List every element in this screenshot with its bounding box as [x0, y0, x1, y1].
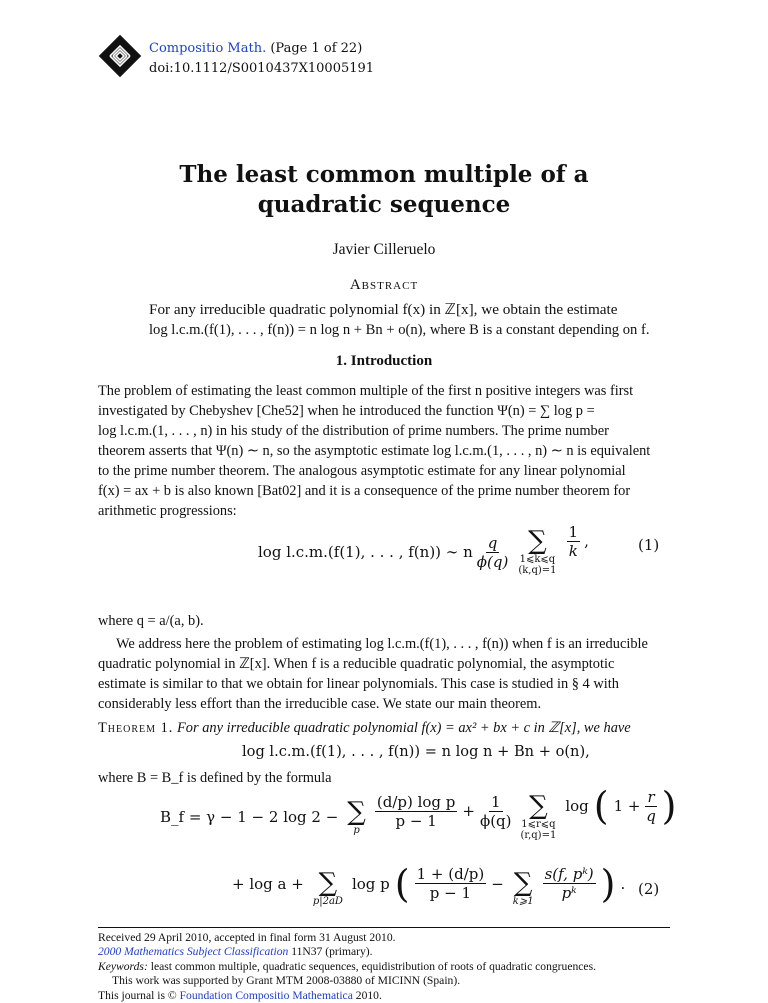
eq2-frac-4: $\frac{1 + (d/p)}{p - 1}$	[416, 865, 485, 902]
support-line: This work was supported by Grant MTM 2008-03880 of MICINN (Spain).	[112, 974, 461, 988]
eq2-frac-5: $\frac{\text{s(f, pᵏ)}}{\text{pᵏ}}$	[544, 865, 594, 902]
p1-line: to the prime number theorem. The analogous asymptotic estimate for any linear polynomial	[98, 463, 626, 479]
equation-1: log l.c.m.(f(1), . . . , f(n)) ∼ n $\frac{q}{\phi(q)}$ ∑ 1⩽k⩽q (k,q)=1 $\frac{1}{k}$ ,	[258, 522, 589, 576]
abstract-line-2: log l.c.m.(f(1), . . . , f(n)) = n log n + Bn + o(n), where B is a constant depending on f.	[149, 322, 650, 338]
sum-icon: ∑	[318, 868, 338, 898]
eq2-sum-k: ∑ k⩾1	[512, 868, 534, 907]
abstract-line-1: For any irreducible quadratic polynomial f(x) in ℤ[x], we obtain the estimate	[149, 301, 618, 318]
equation-2-label: (2)	[638, 880, 660, 898]
p1-line: The problem of estimating the least common multiple of the first n positive integers was first	[98, 383, 634, 399]
sum-icon: ∑	[528, 526, 547, 556]
abstract-text	[149, 300, 650, 340]
eq2-sum-r: ∑ 1⩽r⩽q (r,q)=1	[520, 791, 557, 841]
page-info: (Page 1 of 22)	[270, 41, 363, 56]
sum-icon: ∑	[529, 791, 548, 821]
p1-line: log l.c.m.(1, . . . , n) in his study of the distribution of prime numbers. The prime number	[98, 423, 609, 439]
journal-link[interactable]: Compositio Math.	[149, 41, 267, 56]
doi: doi:10.1112/S0010437X10005191	[149, 61, 375, 76]
eq2-frac-1: $\frac{\text{(d/p) log p}}{p - 1}$	[376, 792, 456, 830]
intro-paragraph-1	[98, 381, 670, 521]
p2-line: considerably less effort than the irreducible case. We state our main theorem.	[98, 696, 542, 712]
p2-line: quadratic polynomial in ℤ[x]. When f is a reducible quadratic polynomial, the asymptotic	[98, 656, 615, 672]
p1-line: investigated by Chebyshev [Che52] when he introduced the function Ψ(n) = ∑ log p =	[98, 403, 595, 419]
eq2-frac-3: $\frac{r}{q}$	[646, 787, 656, 825]
intro-paragraph-2	[98, 634, 670, 714]
p2-line: We address here the problem of estimating log l.c.m.(f(1), . . . , f(n)) when f is an irreducible	[116, 636, 648, 652]
where-q: where q = a/(a, b).	[98, 613, 204, 629]
abstract-heading: Abstract	[349, 277, 419, 293]
footer-divider	[98, 927, 670, 928]
theorem-display: log l.c.m.(f(1), . . . , f(n)) = n log n + Bn + o(n),	[242, 743, 590, 760]
p1-line: arithmetic progressions:	[98, 503, 237, 519]
p1-line: f(x) = ax + b is also known [Bat02] and it is a consequence of the prime number theorem for	[98, 483, 631, 499]
title-line-1: The least common multiple of a	[179, 161, 589, 188]
equation-1-label: (1)	[638, 536, 660, 554]
sum-icon: ∑	[513, 868, 533, 898]
theorem-1	[98, 718, 678, 738]
theorem-statement: For any irreducible quadratic polynomial f(x) = ax² + bx + c in ℤ[x], we have	[177, 720, 631, 736]
eq2-sum-p: ∑ p	[347, 796, 366, 836]
msc-line: 2000 Mathematics Subject Classification 11N37 (primary).	[98, 945, 373, 959]
equation-2-line-2: + log a + ∑ p|2aD log p ( $\frac{1 + (d/p)}{p - 1}$ − ∑ k⩾1 $\frac{\text{s(f, pᵏ)}}{\text{pᵏ}}$ ) .	[232, 861, 626, 907]
theorem-where: where B = B_f is defined by the formula	[98, 770, 332, 786]
eq2-frac-2: $\frac{1}{\phi(q)}$	[479, 792, 512, 830]
keywords-line: Keywords: least common multiple, quadratic sequences, equidistribution of roots of quadratic congruences.	[98, 959, 596, 973]
footer-notes	[98, 931, 678, 1003]
eq1-sum: ∑ 1⩽k⩽q (k,q)=1	[518, 526, 557, 576]
paper-title	[0, 160, 768, 220]
msc-link[interactable]: 2000 Mathematics Subject Classification	[98, 945, 289, 959]
p1-line: theorem asserts that Ψ(n) ∼ n, so the asymptotic estimate log l.c.m.(1, . . . , n) ∼ n is equivalent	[98, 443, 651, 459]
foundation-link[interactable]: Foundation Compositio Mathematica	[179, 988, 353, 1002]
theorem-label: Theorem 1.	[98, 720, 174, 736]
eq2-sum-p2aD: ∑ p|2aD	[312, 868, 343, 907]
received-line: Received 29 April 2010, accepted in final form 31 August 2010.	[98, 931, 396, 944]
section-heading: 1. Introduction	[335, 353, 433, 369]
eq1-lhs: log l.c.m.(f(1), . . . , f(n)) ∼ n	[258, 543, 473, 561]
copyright-line: This journal is © Foundation Compositio Mathematica 2010.	[98, 988, 382, 1002]
journal-header	[149, 40, 549, 57]
author: Javier Cilleruelo	[332, 241, 436, 258]
sum-icon: ∑	[347, 796, 366, 827]
eq1-fraction: $\frac{q}{\phi(q)}$	[476, 533, 509, 571]
journal-logo	[98, 34, 142, 78]
p2-line: estimate is similar to that we obtain for linear polynomials. This case is studied in § 4 with	[98, 676, 619, 692]
title-line-2: quadratic sequence	[257, 191, 511, 218]
eq1-term: $\frac{1}{k}$	[568, 522, 579, 560]
compositio-logo-icon	[98, 34, 142, 78]
equation-2-line-1: B_f = γ − 1 − 2 log 2 − ∑ p $\frac{\text{(d/p) log p}}{p - 1}$ + $\frac{1}{\phi(q)}$ ∑ 1⩽r⩽q (r,q)=1 log ( 1 + $\frac{r}{q}$ )	[160, 784, 677, 841]
